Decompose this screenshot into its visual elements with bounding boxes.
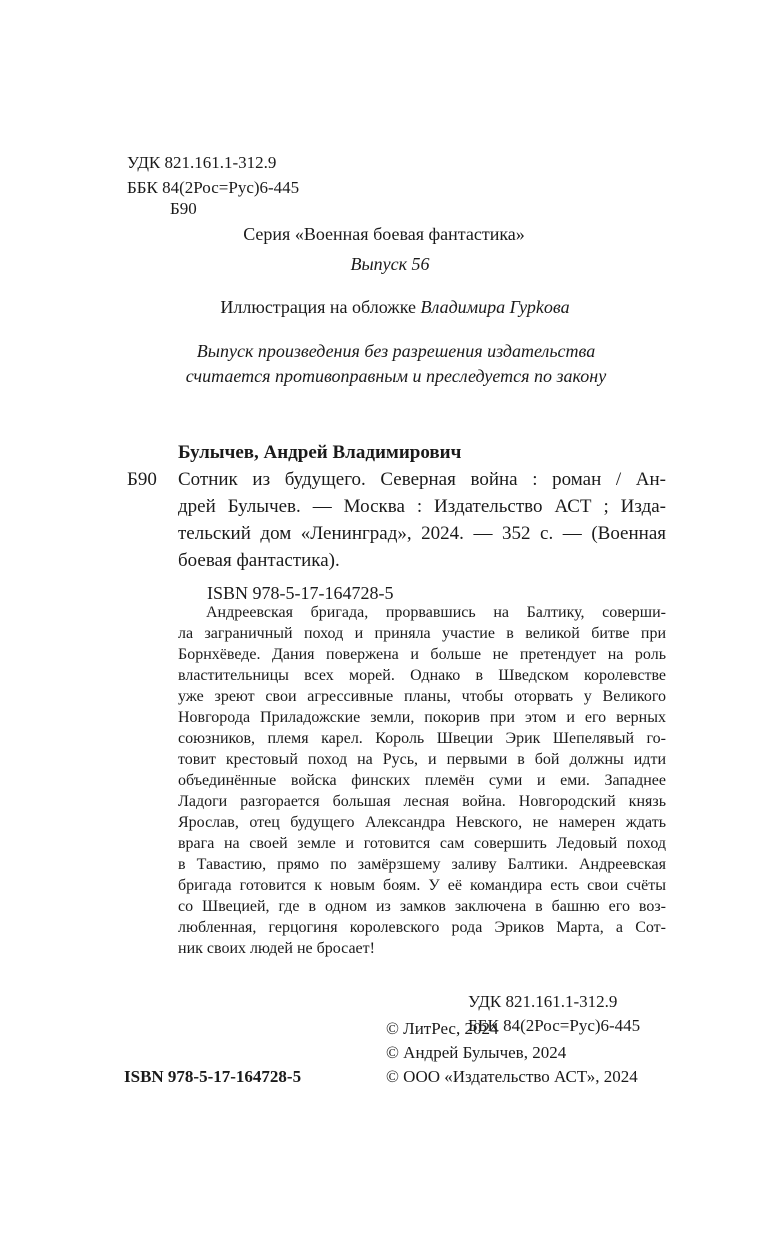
series-title: Серия «Военная боевая фантастика» [243,224,525,244]
abstract-line: уже зреют свои агрессивные планы, чтобы оторвать у Великого [178,688,666,705]
abstract-line: любленная, герцогиня королевского рода Эриков Марта, а Сот- [178,919,666,936]
abstract-line: Андреевская бригада, прорвавшись на Балтику, соверши- [206,604,666,621]
udk-code: УДК 821.161.1-312.9 [127,153,277,172]
isbn-bold: ISBN 978-5-17-164728-5 [124,1067,302,1086]
abstract-line: ла заграничный поход и приняла участие в великой битве при [178,625,666,642]
biblio-line: тельский дом «Ленинград», 2024. — 352 с. — (Военная [178,523,666,544]
bibliographic-description [178,466,666,574]
copyright-line: © ЛитРес, 2024 [386,1019,499,1038]
abstract-line: Борнхёведе. Дания повержена и больше не претендует на роль [178,646,666,663]
abstract-line: ник своих людей не бросает! [178,940,375,957]
illustration-prefix: Иллюстрация на обложке [220,297,421,317]
copyright-notices [386,1017,638,1089]
illustration-credit [0,293,768,321]
bbk-code: ББК 84(2Рос=Рус)6-445 [468,1016,641,1035]
warning-line: Выпуск произведения без разрешения издательства [196,341,596,361]
abstract-line: бригада готовится к новым боям. У её командира есть свои счёты [178,877,666,894]
abstract-line: объединённые войска финских племён суми и еми. Западнее [178,772,666,789]
abstract-line: властительницы всех морей. Однако в Шведском королевстве [178,667,666,684]
biblio-line: дрей Булычев. — Москва : Издательство АСТ ; Изда- [178,496,666,517]
warning-line: считается противоправным и преследуется по закону [185,366,607,386]
series-issue: Выпуск 56 [350,254,430,274]
book-abstract [178,602,666,959]
illustration-artist: Владимира Гурkова [420,297,570,317]
author-code-top: Б90 [170,199,197,218]
copyright-line: © ООО «Издательство АСТ», 2024 [386,1067,638,1086]
abstract-line: товит крестовый поход на Русь, и первыми в бой должны идти [178,751,666,768]
abstract-line: Ярослав, отец будущего Александра Невского, не намерен ждать [178,814,666,831]
author-code: Б90 [127,469,157,490]
abstract-line: в Тавастию, прямо по замёрзшему заливу Балтики. Андреевская [178,856,666,873]
abstract-line: Новгорода Приладожские земли, покорив при этом и его верных [178,709,666,726]
isbn: ISBN 978-5-17-164728-5 [207,583,394,603]
abstract-line: врага на своей земле и готовится сам совершить Ледовый поход [178,835,666,852]
abstract-line: со Швецией, где в одном из замков заключена в башню его воз- [178,898,666,915]
abstract-line: Ладоги разгорается большая лесная война. Новгородский князь [178,793,666,810]
biblio-line: Сотник из будущего. Северная война : роман / Ан- [178,469,666,490]
biblio-line: боевая фантастика). [178,550,340,571]
author-heading: Булычев, Андрей Владимирович [178,442,462,463]
udk-code: УДК 821.161.1-312.9 [468,992,618,1011]
bbk-code: ББК 84(2Рос=Рус)6-445 [127,178,300,197]
copyright-line: © Андрей Булычев, 2024 [386,1043,567,1062]
top-classification [127,150,299,200]
abstract-line: союзников, племя карел. Король Швеции Эрик Шепелявый го- [178,730,666,747]
copyright-warning [0,339,768,389]
